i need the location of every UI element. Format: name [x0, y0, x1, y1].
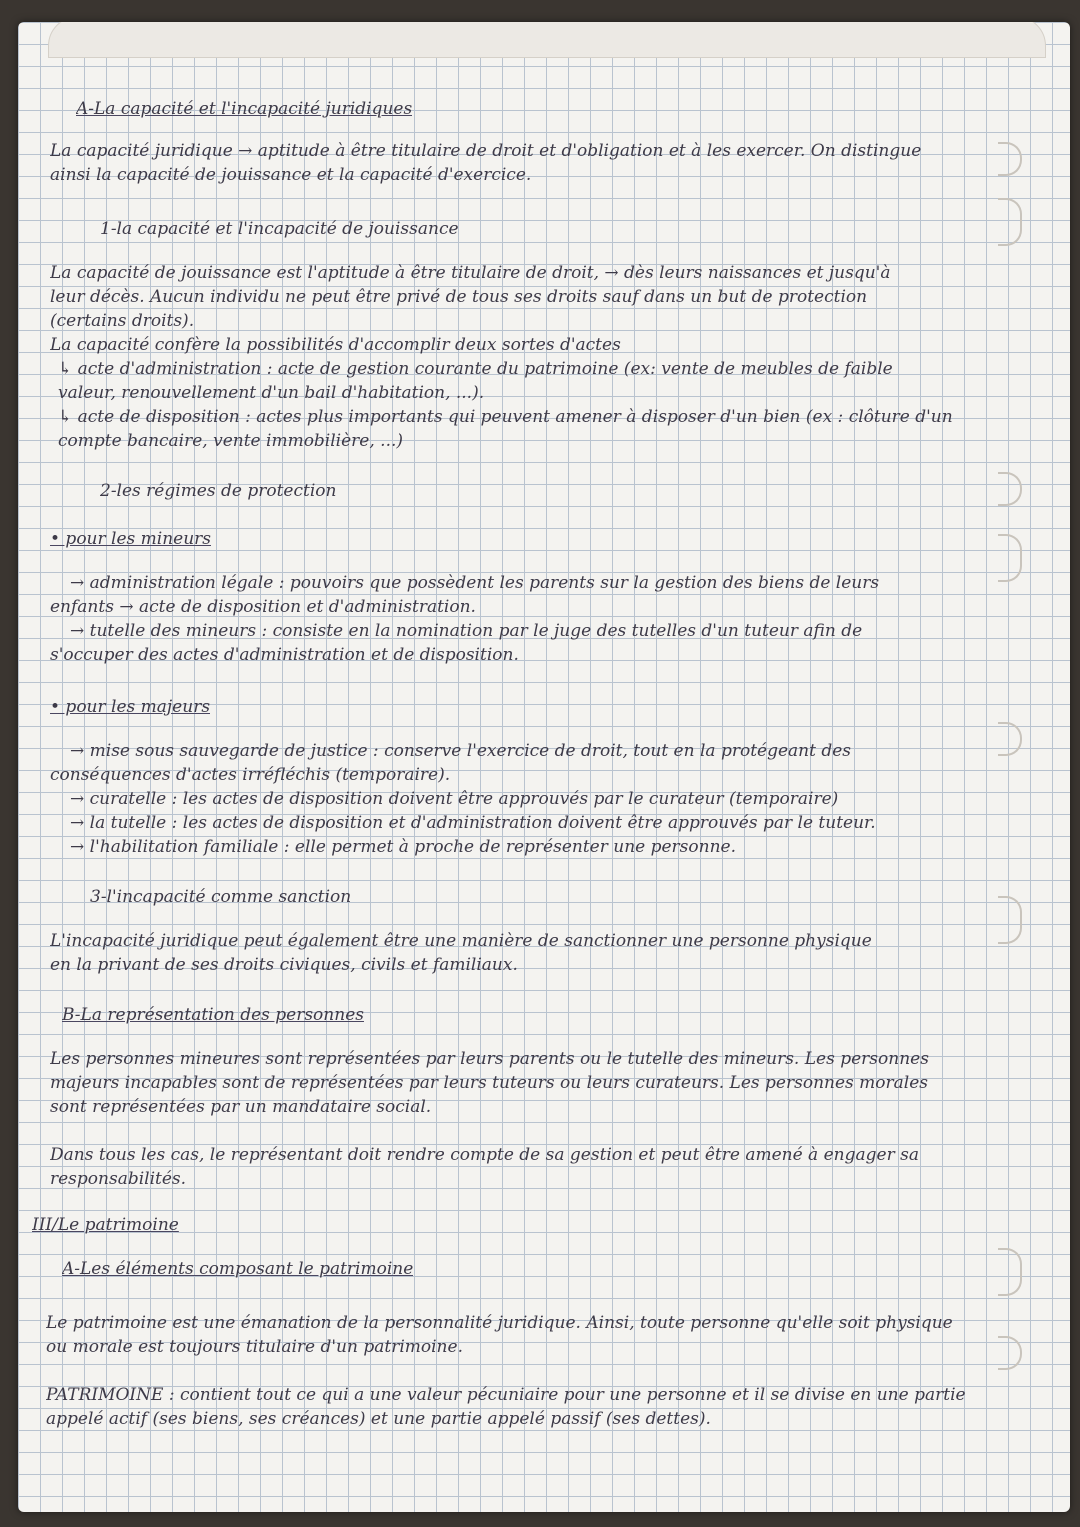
- binder-hole: [998, 896, 1022, 944]
- paragraph-line: Dans tous les cas, le représentant doit rendre compte de sa gestion et peut être amené à engager sa: [50, 1145, 919, 1165]
- part-iii-title: III/Le patrimoine: [32, 1215, 179, 1235]
- paragraph-line: Les personnes mineures sont représentées par leurs parents ou le tutelle des mineurs. Les personnes: [50, 1049, 929, 1069]
- paragraph-line: appelé actif (ses biens, ses créances) et une partie appelé passif (ses dettes).: [46, 1409, 711, 1429]
- section-iiia-title: A-Les éléments composant le patrimoine: [62, 1259, 414, 1279]
- paragraph-line: → l'habilitation familiale : elle permet à proche de représenter une personne.: [70, 837, 736, 857]
- notebook-page: [18, 22, 1070, 1512]
- paragraph-line: La capacité juridique → aptitude à être titulaire de droit et d'obligation et à les exercer. On distingue: [50, 141, 922, 161]
- paragraph-line: (certains droits).: [50, 311, 195, 331]
- subsection-1-title: 1-la capacité et l'incapacité de jouissance: [100, 219, 459, 239]
- binder-hole: [998, 198, 1022, 246]
- section-b-title: B-La représentation des personnes: [62, 1005, 364, 1025]
- paragraph-line: sont représentées par un mandataire social.: [50, 1097, 432, 1117]
- binder-hole: [998, 534, 1022, 582]
- minors-heading: • pour les mineurs: [50, 529, 212, 549]
- section-a-title: A-La capacité et l'incapacité juridiques: [76, 99, 413, 119]
- paragraph-line: → administration légale : pouvoirs que possèdent les parents sur la gestion des biens de leurs: [70, 573, 880, 593]
- paragraph-line: → curatelle : les actes de disposition doivent être approuvés par le curateur (temporaire): [70, 789, 839, 809]
- paragraph-line: enfants → acte de disposition et d'administration.: [50, 597, 476, 617]
- paragraph-line: → mise sous sauvegarde de justice : conserve l'exercice de droit, tout en la protégeant des: [70, 741, 852, 761]
- binder-hole: [998, 722, 1022, 756]
- binder-hole: [998, 1248, 1022, 1296]
- paragraph-line: L'incapacité juridique peut également être une manière de sanctionner une personne physique: [50, 931, 872, 951]
- paragraph-line: compte bancaire, vente immobilière, ...): [58, 431, 404, 451]
- paragraph-line: Le patrimoine est une émanation de la personnalité juridique. Ainsi, toute personne qu'elle soit physique: [46, 1313, 953, 1333]
- paragraph-line: ↳ acte de disposition : actes plus importants qui peuvent amener à disposer d'un bien (ex : clôture d'un: [58, 407, 953, 427]
- paragraph-line: La capacité confère la possibilités d'accomplir deux sortes d'actes: [50, 335, 621, 355]
- paragraph-line: responsabilités.: [50, 1169, 187, 1189]
- paragraph-line: ou morale est toujours titulaire d'un patrimoine.: [46, 1337, 463, 1357]
- binder-hole: [998, 1336, 1022, 1370]
- paragraph-line: → tutelle des mineurs : consiste en la nomination par le juge des tutelles d'un tuteur afin de: [70, 621, 863, 641]
- paragraph-line: leur décès. Aucun individu ne peut être privé de tous ses droits sauf dans un but de protection: [50, 287, 868, 307]
- paragraph-line: en la privant de ses droits civiques, civils et familiaux.: [50, 955, 518, 975]
- paragraph-line: s'occuper des actes d'administration et de disposition.: [50, 645, 519, 665]
- paragraph-line: ainsi la capacité de jouissance et la capacité d'exercice.: [50, 165, 532, 185]
- subsection-2-title: 2-les régimes de protection: [100, 481, 337, 501]
- paragraph-line: majeurs incapables sont de représentées par leurs tuteurs ou leurs curateurs. Les personnes morales: [50, 1073, 928, 1093]
- paragraph-line: PATRIMOINE : contient tout ce qui a une valeur pécuniaire pour une personne et il se divise en une partie: [46, 1385, 966, 1405]
- paragraph-line: → la tutelle : les actes de disposition et d'administration doivent être approuvés par le tuteur.: [70, 813, 876, 833]
- page-top-tab: [48, 22, 1046, 58]
- paragraph-line: La capacité de jouissance est l'aptitude à être titulaire de droit, → dès leurs naissances et jusqu'à: [50, 263, 891, 283]
- binder-hole: [998, 472, 1022, 506]
- paragraph-line: ↳ acte d'administration : acte de gestion courante du patrimoine (ex: vente de meubles de faible: [58, 359, 893, 379]
- paragraph-line: conséquences d'actes irréfléchis (temporaire).: [50, 765, 451, 785]
- paragraph-line: valeur, renouvellement d'un bail d'habitation, ...).: [58, 383, 485, 403]
- subsection-3-title: 3-l'incapacité comme sanction: [90, 887, 352, 907]
- majors-heading: • pour les majeurs: [50, 697, 211, 717]
- binder-hole: [998, 142, 1022, 176]
